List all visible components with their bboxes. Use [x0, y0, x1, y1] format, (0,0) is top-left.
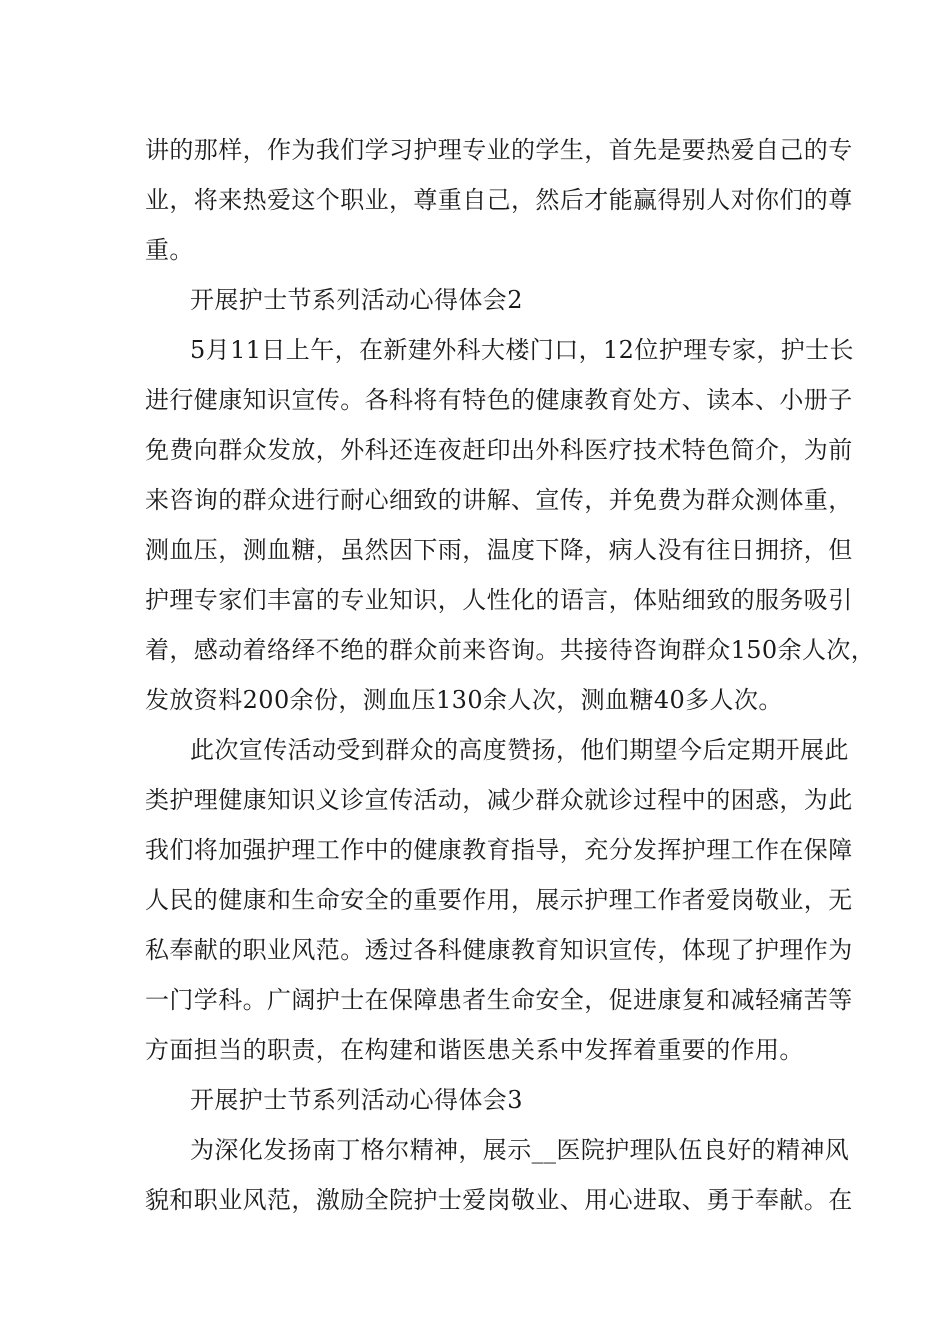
paragraph-line: 业，将来热爱这个职业，尊重自己，然后才能赢得别人对你们的尊 [145, 186, 853, 214]
paragraph-line: 5月11日上午，在新建外科大楼门口，12位护理专家，护士长 [190, 336, 854, 364]
paragraph-line: 为深化发扬南丁格尔精神，展示__医院护理队伍良好的精神风 [190, 1136, 850, 1164]
paragraph-line: 方面担当的职责，在构建和谐医患关系中发挥着重要的作用。 [145, 1036, 804, 1064]
paragraph-line: 一门学科。广阔护士在保障患者生命安全，促进康复和减轻痛苦等 [145, 986, 853, 1014]
paragraph-line: 进行健康知识宣传。各科将有特色的健康教育处方、读本、小册子 [145, 386, 853, 414]
paragraph-line: 免费向群众发放，外科还连夜赶印出外科医疗技术特色简介，为前 [145, 436, 853, 464]
paragraph-line: 私奉献的职业风范。透过各科健康教育知识宣传，体现了护理作为 [145, 936, 853, 964]
paragraph-line: 此次宣传活动受到群众的高度赞扬，他们期望今后定期开展此 [190, 736, 849, 764]
paragraph-line: 护理专家们丰富的专业知识，人性化的语言，体贴细致的服务吸引 [145, 586, 853, 614]
section-heading: 开展护士节系列活动心得体会3 [190, 1086, 523, 1114]
section-heading: 开展护士节系列活动心得体会2 [190, 286, 523, 314]
paragraph-line: 貌和职业风范，激励全院护士爱岗敬业、用心进取、勇于奉献。在 [145, 1186, 853, 1214]
paragraph-line: 测血压，测血糖，虽然因下雨，温度下降，病人没有往日拥挤，但 [145, 536, 853, 564]
paragraph-line: 发放资料200余份，测血压130余人次，测血糖40多人次。 [145, 686, 783, 714]
paragraph-line: 着，感动着络绎不绝的群众前来咨询。共接待咨询群众150余人次， [145, 636, 876, 664]
paragraph-line: 讲的那样，作为我们学习护理专业的学生，首先是要热爱自己的专 [145, 136, 853, 164]
paragraph-line: 我们将加强护理工作中的健康教育指导，充分发挥护理工作在保障 [145, 836, 853, 864]
paragraph-line: 人民的健康和生命安全的重要作用，展示护理工作者爱岗敬业，无 [145, 886, 853, 914]
paragraph-line: 来咨询的群众进行耐心细致的讲解、宣传，并免费为群众测体重， [145, 486, 853, 514]
paragraph-line: 类护理健康知识义诊宣传活动，减少群众就诊过程中的困惑，为此 [145, 786, 853, 814]
paragraph-line: 重。 [145, 236, 194, 264]
